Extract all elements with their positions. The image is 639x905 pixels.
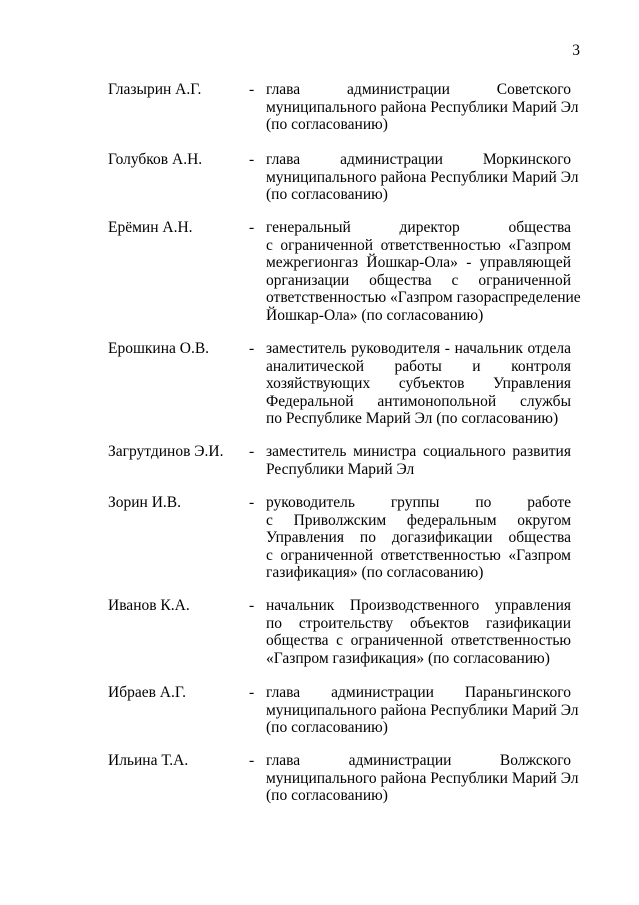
position-line: Йошкар-Ола» (по согласованию): [266, 306, 484, 324]
position-line: Федеральной антимонопольной службы: [266, 392, 571, 410]
position-line: Управления по догазификации общества: [266, 529, 571, 546]
position-line: по строительству объектов газификации: [266, 614, 571, 632]
dash-separator: -: [249, 81, 255, 98]
position-line: муниципального района Республики Марий Эл: [266, 98, 579, 116]
position-line: (по согласованию): [266, 116, 388, 133]
member-position: [266, 219, 581, 324]
position-line: заместитель руководителя - начальник отдела: [266, 340, 571, 357]
member-name: Зорин И.В.: [108, 494, 182, 511]
position-line: газификация» (по согласованию): [266, 564, 484, 581]
position-line: аналитической работы и контроля: [266, 357, 571, 375]
position-line: руководитель группы по работе: [266, 494, 571, 511]
position-line: глава администрации Параньгинского: [266, 684, 571, 701]
position-line: начальник Производственного управления: [266, 597, 571, 614]
position-line: (по согласованию): [266, 186, 388, 203]
member-position: [266, 81, 579, 134]
dash-separator: -: [249, 443, 255, 460]
member-position: [266, 340, 571, 428]
member-position: [266, 684, 579, 737]
member-name: Загрутдинов Э.И.: [108, 443, 224, 460]
position-line: организации общества с ограниченной: [266, 271, 571, 289]
position-line: глава администрации Советского: [266, 81, 571, 98]
member-name: Иванов К.А.: [108, 597, 190, 614]
position-line: хозяйствующих субъектов Управления: [266, 375, 571, 392]
position-line: с Приволжским федеральным округом: [266, 511, 571, 529]
position-line: общества с ограниченной ответственностью: [266, 632, 571, 649]
page-number: 3: [572, 42, 580, 59]
position-line: (по согласованию): [266, 787, 388, 804]
dash-separator: -: [249, 597, 255, 614]
member-name: Ибраев А.Г.: [108, 684, 186, 701]
position-line: генеральный директор общества: [266, 219, 571, 236]
member-position: [266, 752, 579, 805]
member-name: Ильина Т.А.: [108, 752, 189, 769]
dash-separator: -: [249, 151, 255, 168]
member-name: Ерошкина О.В.: [108, 340, 210, 357]
position-line: заместитель министра социального развития: [266, 443, 571, 460]
position-line: межрегионгаз Йошкар-Ола» - управляющей: [266, 254, 571, 271]
dash-separator: -: [249, 752, 255, 769]
dash-separator: -: [249, 494, 255, 511]
position-line: «Газпром газификация» (по согласованию): [266, 649, 550, 667]
dash-separator: -: [249, 684, 255, 701]
member-name: Ерёмин А.Н.: [108, 219, 193, 236]
position-line: (по согласованию): [266, 719, 388, 736]
member-position: [266, 443, 571, 478]
dash-separator: -: [249, 219, 255, 236]
position-line: ответственностью «Газпром газораспределение: [266, 289, 581, 306]
dash-separator: -: [249, 340, 255, 357]
position-line: с ограниченной ответственностью «Газпром: [266, 236, 571, 254]
position-line: глава администрации Волжского: [266, 752, 571, 769]
position-line: муниципального района Республики Марий Эл: [266, 168, 579, 186]
position-line: глава администрации Моркинского: [266, 151, 571, 168]
member-position: [266, 597, 571, 667]
member-name: Глазырин А.Г.: [108, 81, 202, 98]
member-position: [266, 151, 579, 204]
position-line: с ограниченной ответственностью «Газпром: [266, 546, 571, 564]
member-name: Голубков А.Н.: [108, 151, 203, 168]
position-line: муниципального района Республики Марий Эл: [266, 701, 579, 719]
position-line: Республики Марий Эл: [266, 460, 415, 478]
position-line: муниципального района Республики Марий Эл: [266, 769, 579, 787]
member-position: [266, 494, 571, 582]
position-line: по Республике Марий Эл (по согласованию): [266, 410, 559, 427]
